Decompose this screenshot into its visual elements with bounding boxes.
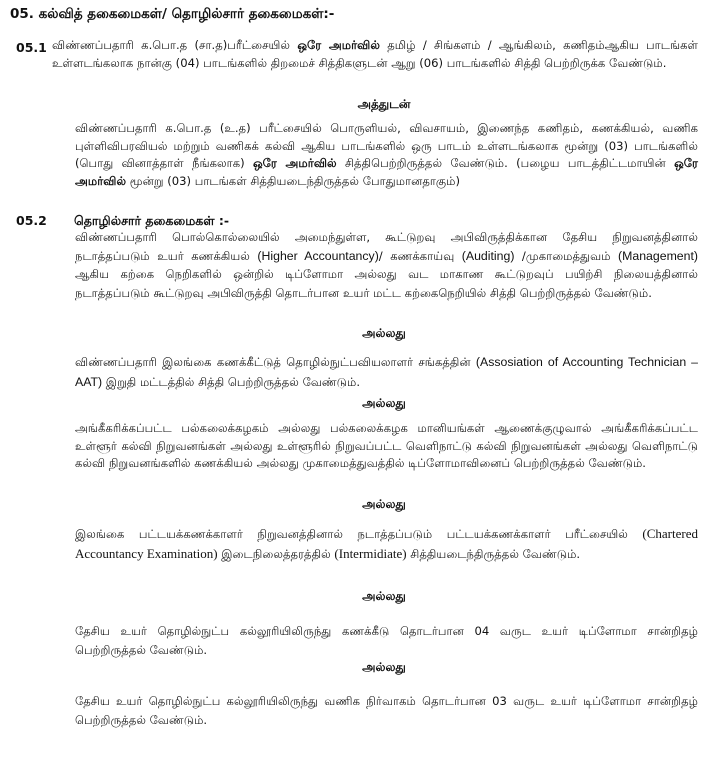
option-3-paragraph: அங்கீகரிக்கப்பட்ட பல்கலைக்கழகம் அல்லது பல்கலைக்கழக மானியங்கள் ஆணைக்குழுவால் அங்கீகரிக்கப்பட்ட உள்ளூர் கல்வி நிறுவனங்கள் அல்லது உள்ளூரில் நிறுவப்பட்ட வெளிநாட்டு கல்வி நிறுவனங்கள் அல்லது வெளிநாட்டு கல்வி நிறுவனங்களில் கணக்கியல் அல்லது முகாமைத்துவத்தில் டிப்ளோமாவினைப் பெற்றிருத்தல் வேண்டும். [75, 421, 698, 471]
section-number-05-2: 05.2 [16, 213, 47, 228]
option-5-paragraph: தேசிய உயர் தொழில்நுட்ப கல்லூரியிலிருந்து கணக்கீடு தொடர்பான 04 வருட உயர் டிப்ளோமா சான்றிதழ் பெற்றிருத்தல் வேண்டும். [75, 624, 698, 657]
separator-also: அத்துடன் [357, 97, 411, 111]
separator-or: அல்லது [362, 396, 406, 410]
separator-or: அல்லது [362, 660, 406, 674]
option-6-paragraph: தேசிய உயர் தொழில்நுட்ப கல்லூரியிலிருந்து வணிக நிர்வாகம் தொடர்பான 03 வருட உயர் டிப்ளோமா சான்றிதழ் பெற்றிருத்தல் வேண்டும். [75, 694, 698, 727]
section-1-paragraph-1: விண்ணப்பதாரி க.பொ.த (சா.த)பரீட்சையில் ஒரே அமர்வில் தமிழ் / சிங்களம் / ஆங்கிலம், கணிதம்ஆகிய பாடங்கள் உள்ளடங்கலாக நான்கு (04) பாடங்களில் திறமைச் சித்திகளுடன் ஆறு (06) பாடங்களில் சித்தி பெற்றிருக்க வேண்டும். [52, 38, 699, 70]
same-sitting-emphasis: ஒரே அமர்வில் [297, 38, 380, 52]
option-4-paragraph: இலங்கை பட்டயக்கணக்காளர் நிறுவனத்தினால் நடாத்தப்படும் பட்டயக்கணக்காளர் பரீட்சையில் (Chartered Accountancy Examination) இடைநிலைத்தரத்தில் (Intermidiate) சித்தியடைந்திருத்தல் வேண்டும். [75, 526, 698, 561]
section-1-paragraph-2: விண்ணப்பதாரி க.பொ.த (உ.த) பரீட்சையில் பொருளியல், விவசாயம், இணைந்த கணிதம், கணக்கியல், வணிக புள்ளிவிபரவியல் மற்றும் வணிகக் கல்வி ஆகிய பாடங்களில் ஒரு பாடம் உள்ளடங்கலாக மூன்று (03) பாடங்களில் (பொது வினாத்தாள் நீங்கலாக) ஒரே அமர்வில் சித்திபெற்றிருத்தல் வேண்டும். (பழைய பாடத்திட்டமாயின் ஒரே அமர்வில் மூன்று (03) பாடங்கள் சித்தியடைந்திருத்தல் போதுமானதாகும்) [75, 121, 699, 188]
option-1-paragraph: விண்ணப்பதாரி பொல்கொல்லையில் அமைந்துள்ள, கூட்டுறவு அபிவிருத்திக்கான தேசிய நிறுவனத்தினால் நடாத்தப்படும் உயர் கணக்கியல் (Higher Accountancy)/ கணக்காய்வு (Auditing) /முகாமைத்துவம் (Management) ஆகிய கற்கை நெறிகளில் ஒன்றில் டிப்ளோமா அல்லது வட மாகாண கூட்டுறவுப் பயிற்சி நிலையத்தினால் நடாத்தப்படும் கூட்டுறவு அபிவிருத்தி தொடர்பான உயர் மட்ட கற்கைநெறியில் சித்தி பெற்றிருத்தல் வேண்டும். [75, 230, 698, 300]
separator-or: அல்லது [362, 497, 406, 511]
section-2-title: தொழில்சார் தகைமைகள் :- [74, 213, 230, 228]
section-heading: 05. கல்வித் தகைமைகள்/ தொழில்சார் தகைமைகள்:- [10, 6, 335, 22]
section-number-05-1: 05.1 [16, 40, 47, 55]
option-2-paragraph: விண்ணப்பதாரி இலங்கை கணக்கீட்டுத் தொழில்நுட்பவியலாளர் சங்கத்தின் (Assosiation of Accounting Technician – AAT) இறுதி மட்டத்தில் சித்தி பெற்றிருத்தல் வேண்டும். [75, 355, 698, 389]
same-sitting-emphasis: ஒரே அமர்வில் [75, 156, 699, 188]
same-sitting-emphasis: ஒரே அமர்வில் [252, 156, 337, 171]
separator-or: அல்லது [362, 326, 406, 340]
separator-or: அல்லது [362, 589, 406, 603]
